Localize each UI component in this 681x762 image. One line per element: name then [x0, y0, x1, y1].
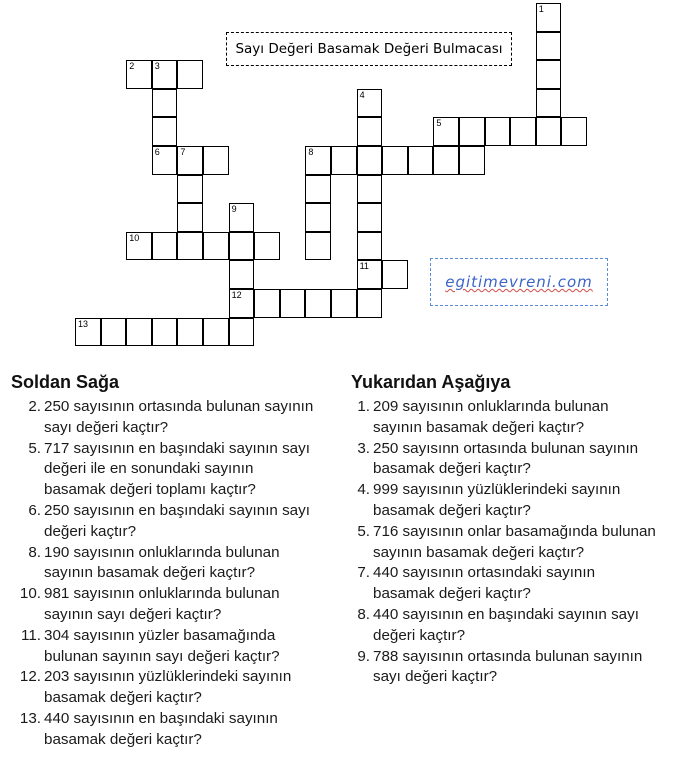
grid-cell[interactable]	[177, 146, 203, 175]
clue-item	[11, 501, 341, 543]
clue-text: 250 sayısınn ortasında bulunan sayının basamak değeri kaçtır?	[373, 439, 639, 478]
grid-cell[interactable]	[382, 260, 408, 289]
clue-text: 190 sayısının onluklarında bulunan sayının basamak değeri kaçtır?	[44, 543, 280, 582]
grid-cell[interactable]	[229, 232, 255, 261]
clue-text: 999 sayısının yüzlüklerindeki sayının basamak değeri kaçtır?	[373, 481, 621, 519]
grid-cell[interactable]	[536, 32, 562, 61]
grid-cell[interactable]	[305, 175, 331, 204]
grid-cell[interactable]	[152, 117, 178, 146]
grid-cell[interactable]	[357, 203, 383, 232]
cell-number: 3	[154, 61, 160, 72]
clue-item	[11, 397, 341, 439]
grid-cell[interactable]	[357, 117, 383, 146]
grid-cell[interactable]	[152, 318, 178, 347]
grid-cell[interactable]	[177, 60, 203, 89]
watermark-text: egitimevreni.com	[445, 273, 593, 291]
across-clues	[11, 372, 341, 751]
clue-item	[11, 667, 341, 709]
grid-cell[interactable]	[152, 60, 178, 89]
grid-cell[interactable]	[357, 89, 383, 118]
grid-cell[interactable]	[126, 232, 152, 261]
clue-item	[351, 605, 679, 647]
watermark	[430, 258, 608, 306]
clue-item	[351, 439, 679, 481]
cell-number: 6	[154, 147, 160, 157]
grid-cell[interactable]	[177, 318, 203, 347]
grid-cell[interactable]	[177, 203, 203, 232]
clue-number: 6.	[28, 501, 41, 519]
grid-cell[interactable]	[536, 60, 562, 89]
cell-number: 11	[359, 261, 369, 272]
grid-cell[interactable]	[357, 175, 383, 204]
clue-number: 10.	[19, 585, 41, 603]
grid-cell[interactable]	[177, 175, 203, 204]
clue-item	[351, 480, 679, 522]
grid-cell[interactable]	[152, 89, 178, 118]
grid-cell[interactable]	[357, 146, 383, 175]
cell-number: 4	[359, 89, 365, 100]
grid-cell[interactable]	[75, 318, 101, 347]
grid-cell[interactable]	[203, 318, 229, 347]
clue-item	[11, 439, 341, 501]
grid-cell[interactable]	[305, 146, 331, 175]
clue-text: 209 sayısının onluklarında bulunan sayının basamak değeri kaçtır?	[373, 398, 609, 436]
clue-number: 5.	[28, 439, 41, 457]
grid-cell[interactable]	[177, 232, 203, 261]
grid-cell[interactable]	[229, 260, 255, 289]
grid-cell[interactable]	[485, 117, 511, 146]
cell-number: 8	[308, 147, 314, 157]
grid-cell[interactable]	[126, 60, 152, 89]
clue-item	[11, 709, 341, 751]
grid-cell[interactable]	[536, 3, 562, 32]
clue-number: 8.	[28, 543, 41, 561]
clue-number: 3.	[357, 439, 370, 457]
clue-number: 7.	[357, 564, 370, 582]
grid-cell[interactable]	[126, 318, 152, 347]
grid-cell[interactable]	[331, 146, 357, 175]
grid-cell[interactable]	[254, 289, 280, 318]
clue-text: 716 sayısının onlar basamağında bulunan sayının basamak değeri kaçtır?	[373, 522, 656, 561]
clue-text: 788 sayısının ortasında bulunan sayının sayı değeri kaçtır?	[373, 647, 643, 686]
grid-cell[interactable]	[305, 289, 331, 318]
grid-cell[interactable]	[331, 289, 357, 318]
grid-cell[interactable]	[101, 318, 127, 347]
grid-cell[interactable]	[203, 232, 229, 261]
clue-item	[11, 543, 341, 585]
grid-cell[interactable]	[357, 232, 383, 261]
clue-text: 203 sayısının yüzlüklerindeki sayının basamak değeri kaçtır?	[44, 668, 292, 707]
across-heading: Soldan Sağa	[11, 372, 120, 392]
grid-cell[interactable]	[536, 89, 562, 118]
grid-cell[interactable]	[561, 117, 587, 146]
grid-cell[interactable]	[459, 146, 485, 175]
clue-text: 440 sayısının en başındaki sayının sayı değeri kaçtır?	[373, 605, 639, 644]
grid-cell[interactable]	[510, 117, 536, 146]
clue-number: 2.	[28, 398, 41, 415]
clue-text: 250 sayısının en başındaki sayının sayı değeri kaçtır?	[44, 501, 310, 540]
cell-number: 2	[129, 61, 135, 72]
grid-cell[interactable]	[305, 232, 331, 261]
grid-cell[interactable]	[203, 146, 229, 175]
clue-item	[351, 647, 679, 689]
clue-number: 1.	[357, 398, 370, 415]
grid-cell[interactable]	[229, 203, 255, 232]
cell-number: 9	[231, 204, 237, 215]
grid-cell[interactable]	[357, 289, 383, 318]
grid-cell[interactable]	[459, 117, 485, 146]
clue-item	[351, 397, 679, 439]
clue-number: 4.	[357, 481, 370, 499]
down-clues	[351, 372, 679, 688]
clue-number: 8.	[357, 605, 370, 623]
grid-cell[interactable]	[357, 260, 383, 289]
grid-cell[interactable]	[152, 146, 178, 175]
cell-number: 13	[78, 318, 89, 329]
clue-number: 13.	[19, 709, 41, 727]
clue-number: 12.	[19, 668, 41, 686]
grid-cell[interactable]	[229, 318, 255, 347]
grid-cell[interactable]	[408, 146, 434, 175]
clue-text: 250 sayısının ortasında bulunan sayının sayı değeri kaçtır?	[44, 398, 314, 436]
cell-number: 7	[180, 147, 186, 157]
clue-number: 9.	[357, 647, 370, 665]
grid-cell[interactable]	[305, 203, 331, 232]
cell-number: 10	[129, 232, 140, 243]
grid-cell[interactable]	[152, 232, 178, 261]
clue-item	[11, 584, 341, 626]
clue-item	[351, 522, 679, 564]
grid-cell[interactable]	[433, 117, 459, 146]
clue-item	[11, 626, 341, 668]
grid-cell[interactable]	[433, 146, 459, 175]
clue-text: 304 sayısının yüzler basamağında bulunan sayının sayı değeri kaçtır?	[44, 626, 280, 665]
clue-number: 5.	[357, 522, 370, 540]
clue-text: 440 sayısının en başındaki sayının basamak değeri kaçtır?	[44, 709, 278, 748]
clue-text: 981 sayısının onluklarında bulunan sayının sayı değeri kaçtır?	[44, 585, 280, 623]
cell-number: 5	[436, 118, 442, 129]
clue-item	[351, 563, 679, 605]
clue-number: 11.	[21, 626, 41, 644]
clue-text: 717 sayısının en başındaki sayının sayı değeri ile en sonundaki sayının basamak değeri toplamı kaçtır?	[44, 439, 310, 499]
puzzle-title: Sayı Değeri Basamak Değeri Bulmacası	[226, 32, 512, 66]
grid-cell[interactable]	[382, 146, 408, 175]
cell-number: 1	[538, 4, 544, 14]
grid-cell[interactable]	[254, 232, 280, 261]
grid-cell[interactable]	[229, 289, 255, 318]
grid-cell[interactable]	[536, 117, 562, 146]
grid-cell[interactable]	[280, 289, 306, 318]
down-heading: Yukarıdan Aşağıya	[351, 372, 511, 392]
clue-text: 440 sayısının ortasındaki sayının basamak değeri kaçtır?	[373, 564, 596, 603]
cell-number: 12	[231, 290, 242, 300]
